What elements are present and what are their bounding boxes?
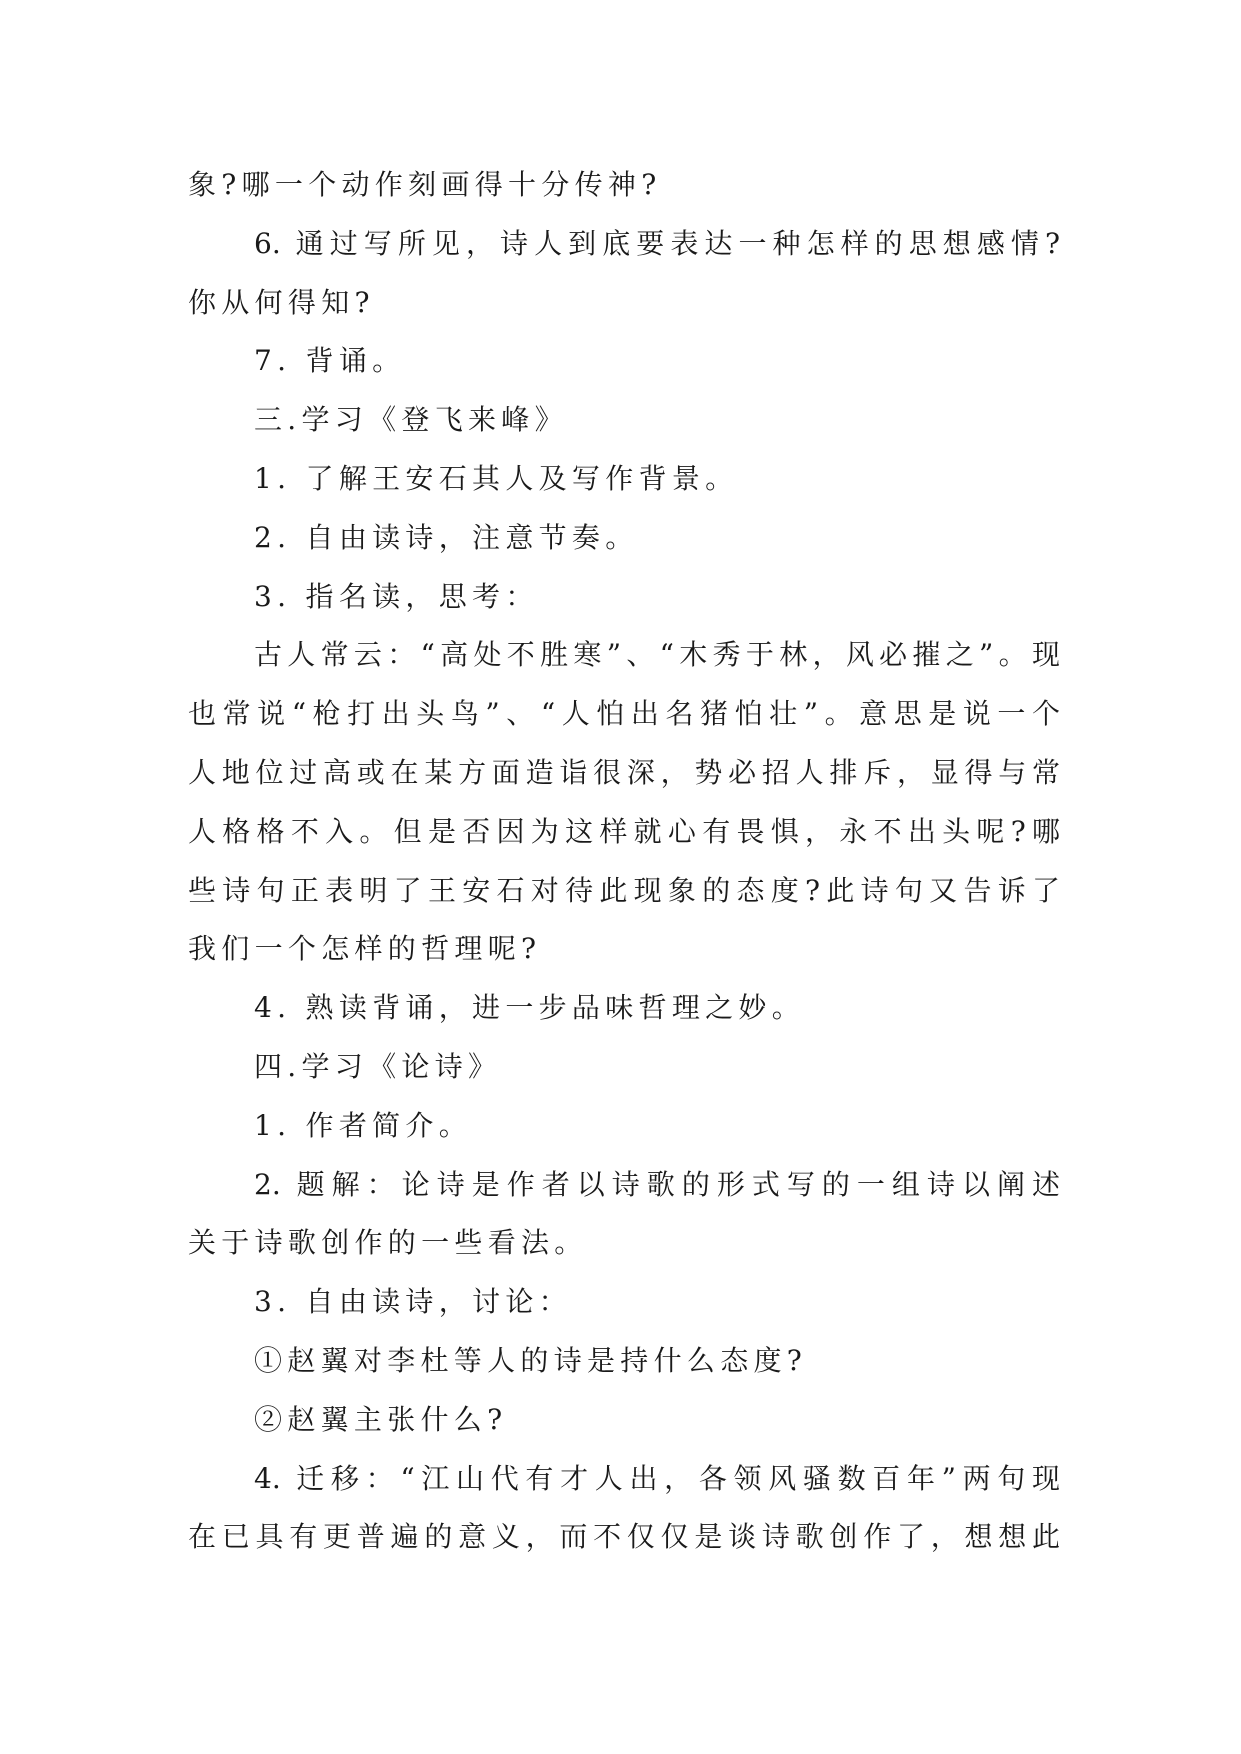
paragraph <box>188 979 1060 1038</box>
text-line: ②赵翼主张什么? <box>254 1402 508 1436</box>
text-line: 1. 作者简介。 <box>254 1108 473 1142</box>
paragraph <box>188 332 1060 391</box>
section-heading <box>188 391 1060 450</box>
text-line: 3. 自由读诗，讨论： <box>254 1285 572 1319</box>
text-body <box>188 156 1060 1567</box>
paragraph <box>188 215 1060 333</box>
text-line: 些诗句正表明了王安石对待此现象的态度?此诗句又告诉了 <box>188 873 1060 907</box>
text-line: 关于诗歌创作的一些看法。 <box>188 1226 588 1260</box>
text-line: 在已具有更普遍的意义，而不仅仅是谈诗歌创作了，想想此 <box>188 1520 1060 1554</box>
text-line: 象?哪一个动作刻画得十分传神? <box>188 168 662 201</box>
text-line: 7. 背诵。 <box>254 344 406 378</box>
paragraph <box>188 450 1060 509</box>
paragraph <box>188 1273 1060 1332</box>
text-line: 人格格不入。但是否因为这样就心有畏惧，永不出头呢?哪 <box>188 814 1060 848</box>
text-line: 2. 自由读诗，注意节奏。 <box>254 520 639 554</box>
text-line: 2. 题解：论诗是作者以诗歌的形式写的一组诗以阐述 <box>254 1167 1060 1201</box>
paragraph <box>188 1332 1060 1391</box>
text-line: 我们一个怎样的哲理呢? <box>188 932 542 966</box>
paragraph <box>188 156 1060 215</box>
paragraph <box>188 1156 1060 1274</box>
text-line: 4. 熟读背诵，进一步品味哲理之妙。 <box>254 991 806 1025</box>
text-line: 也常说“枪打出头鸟”、“人怕出名猪怕壮”。意思是说一个 <box>188 697 1060 731</box>
section-heading <box>188 1038 1060 1097</box>
text-line: 3. 指名读，思考： <box>254 579 539 613</box>
paragraph <box>188 1391 1060 1450</box>
paragraph <box>188 1097 1060 1156</box>
paragraph <box>188 1450 1060 1568</box>
paragraph <box>188 509 1060 568</box>
text-line: 你从何得知? <box>188 285 375 319</box>
text-line: 人地位过高或在某方面造诣很深，势必招人排斥，显得与常 <box>188 755 1060 789</box>
text-line: 4. 迁移：“江山代有才人出，各领风骚数百年”两句现 <box>254 1461 1060 1495</box>
paragraph <box>188 626 1060 979</box>
text-line: 古人常云：“高处不胜寒”、“木秀于林，风必摧之”。现 <box>254 638 1060 672</box>
text-line: ①赵翼对李杜等人的诗是持什么态度? <box>254 1343 808 1377</box>
text-line: 四.学习《论诗》 <box>254 1049 502 1083</box>
text-line: 三.学习《登飞来峰》 <box>254 403 568 437</box>
text-line: 1. 了解王安石其人及写作背景。 <box>254 461 739 495</box>
text-line: 6. 通过写所见，诗人到底要表达一种怎样的思想感情? <box>254 226 1060 260</box>
paragraph <box>188 568 1060 627</box>
